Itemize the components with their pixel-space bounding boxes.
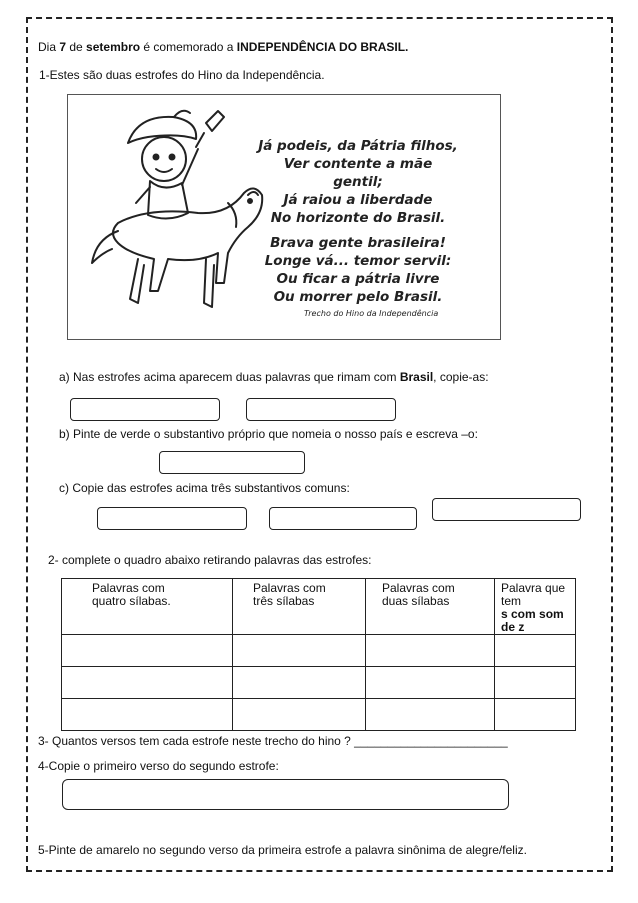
q1-a-text: a) Nas estrofes acima aparecem duas palavras que rimam com Brasil, copie-as: (59, 370, 489, 384)
table-cell[interactable] (233, 699, 366, 731)
q1-intro: 1-Estes são duas estrofes do Hino da Independência. (39, 68, 325, 82)
answer-box-common-noun-2[interactable] (269, 507, 417, 530)
table-row (62, 667, 576, 699)
table-cell[interactable] (233, 667, 366, 699)
anthem-illustration (67, 94, 501, 340)
table-row (62, 699, 576, 731)
cartoon-rider-icon (78, 103, 268, 333)
q1-c-text: c) Copie das estrofes acima três substantivos comuns: (59, 481, 350, 495)
q2-intro: 2- complete o quadro abaixo retirando palavras das estrofes: (48, 553, 372, 567)
table-header-row (62, 579, 576, 635)
syllable-table (61, 578, 576, 731)
table-cell[interactable] (366, 667, 495, 699)
q5-text: 5-Pinte de amarelo no segundo verso da primeira estrofe a palavra sinônima de alegre/feliz. (38, 843, 527, 857)
day-number: 7 (59, 40, 67, 54)
table-cell[interactable] (62, 635, 233, 667)
anthem-caption: Trecho do Hino da Independência (304, 309, 439, 318)
header-three-syllables: Palavras com três sílabas (233, 579, 366, 635)
answer-box-common-noun-3[interactable] (432, 498, 581, 521)
table-cell[interactable] (366, 699, 495, 731)
header-two-syllables: Palavras com duas sílabas (366, 579, 495, 635)
table-cell[interactable] (495, 667, 576, 699)
table-cell[interactable] (495, 699, 576, 731)
q3-text: 3- Quantos versos tem cada estrofe neste trecho do hino ? _______________________ (38, 734, 508, 748)
table-cell[interactable] (233, 635, 366, 667)
q4-text: 4-Copie o primeiro verso do segundo estrofe: (38, 759, 279, 773)
answer-box-first-verse[interactable] (62, 779, 509, 810)
q1-b-text: b) Pinte de verde o substantivo próprio que nomeia o nosso país e escreva –o: (59, 427, 478, 441)
table-cell[interactable] (495, 635, 576, 667)
date-heading: Dia 7 de setembro é comemorado a INDEPENDÊNCIA DO BRASIL. (38, 40, 409, 54)
stanza-1: Já podeis, da Pátria filhos, Ver contente a mãe gentil; Já raiou a liberdade No horizonte do Brasil. (258, 138, 458, 226)
stanza-2: Brava gente brasileira! Longe vá... temor servil: Ou ficar a pátria livre Ou morrer pelo Brasil. (264, 235, 452, 305)
header-four-syllables: Palavras com quatro sílabas. (62, 579, 233, 635)
event-name: INDEPENDÊNCIA DO BRASIL. (236, 40, 409, 54)
table-cell[interactable] (62, 699, 233, 731)
answer-box-rhyme-2[interactable] (246, 398, 396, 421)
table-cell[interactable] (62, 667, 233, 699)
table-row (62, 635, 576, 667)
header-s-sound-z: Palavra que tem s com som de z (495, 579, 576, 635)
table-cell[interactable] (366, 635, 495, 667)
answer-box-proper-noun[interactable] (159, 451, 305, 474)
answer-box-rhyme-1[interactable] (70, 398, 220, 421)
month-name: setembro (86, 40, 141, 54)
answer-box-common-noun-1[interactable] (97, 507, 247, 530)
